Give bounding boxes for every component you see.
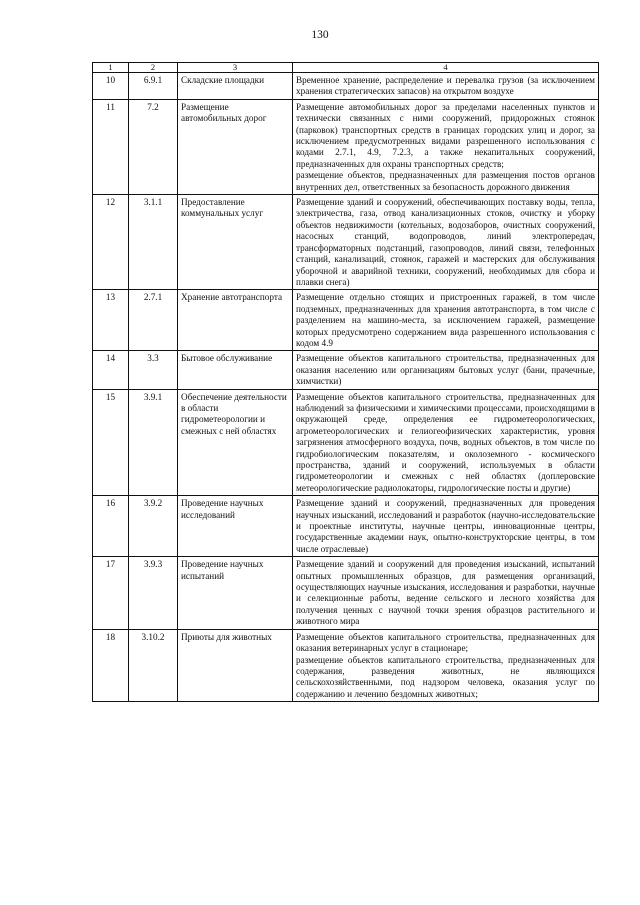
land-use-table — [92, 62, 599, 702]
row-number-cell: 10 — [93, 73, 129, 100]
use-code-cell: 2.7.1 — [129, 290, 178, 351]
use-description-cell — [293, 73, 599, 100]
use-code-cell: 3.3 — [129, 351, 178, 389]
column-header: 3 — [178, 63, 293, 73]
use-name-cell: Хранение автотранспорта — [178, 290, 293, 351]
table-row — [93, 290, 599, 351]
use-description-cell — [293, 195, 599, 290]
description-paragraph: Размещение зданий и сооружений для проведения изысканий, испытаний опытных промышленных образцов, для размещения организаций, осуществляющих научные изыскания, исследования и разработки, научные и селекционные работы, ведение сельского и лесного хозяйства для получения ценных с научной точки зрения образцов растительного и животного мира — [296, 559, 595, 627]
description-paragraph: Размещение объектов капитального строительства, предназначенных для оказания ветеринарных услуг в стационаре; — [296, 631, 595, 654]
description-paragraph: Размещение отдельно стоящих и пристроенных гаражей, в том числе подземных, предназначенных для хранения автотранспорта, в том числе с разделением на машино-места, за исключением гаражей, размещение которых предусмотрено содержанием вида разрешенного использования с кодом 4.9 — [296, 292, 595, 348]
table-row — [93, 557, 599, 629]
table-body — [93, 73, 599, 702]
use-description-cell — [293, 351, 599, 389]
use-description-cell — [293, 557, 599, 629]
use-description-cell — [293, 389, 599, 496]
use-code-cell: 7.2 — [129, 99, 178, 194]
use-name-cell: Складские площадки — [178, 73, 293, 100]
use-code-cell: 3.9.3 — [129, 557, 178, 629]
table-row — [93, 629, 599, 701]
row-number-cell: 16 — [93, 496, 129, 557]
description-paragraph: Размещение зданий и сооружений, предназначенных для проведения научных изысканий, исследований и разработок (научно-исследовательские и проектные институты, научные центры, инновационные центры, государственные академии наук, опытно-конструкторские центры, в том числе отраслевые) — [296, 498, 595, 554]
table-header-row — [93, 63, 599, 73]
use-description-cell — [293, 629, 599, 701]
column-header: 2 — [129, 63, 178, 73]
use-description-cell — [293, 99, 599, 194]
row-number-cell: 13 — [93, 290, 129, 351]
table-row — [93, 496, 599, 557]
description-paragraph: размещение объектов, предназначенных для размещения постов органов внутренних дел, ответственных за безопасность дорожного движения — [296, 170, 595, 192]
description-paragraph: Размещение объектов капитального строительства, предназначенных для оказания населению или организациям бытовых услуг (бани, прачечные, химчистки) — [296, 353, 595, 387]
page-number: 130 — [311, 29, 329, 41]
description-paragraph: размещение объектов капитального строительства, предназначенных для содержания, разведения животных, не являющихся сельскохозяйственными, под надзором человека, оказания услуг по содержанию и лечению бездомных животных; — [296, 654, 595, 699]
row-number-cell: 15 — [93, 389, 129, 496]
use-name-cell: Бытовое обслуживание — [178, 351, 293, 389]
use-description-cell — [293, 290, 599, 351]
row-number-cell: 14 — [93, 351, 129, 389]
use-code-cell: 3.1.1 — [129, 195, 178, 290]
use-name-cell: Размещение автомобильных дорог — [178, 99, 293, 194]
row-number-cell: 11 — [93, 99, 129, 194]
use-name-cell: Предоставление коммунальных услуг — [178, 195, 293, 290]
column-header: 1 — [93, 63, 129, 73]
row-number-cell: 12 — [93, 195, 129, 290]
description-paragraph: Временное хранение, распределение и перевалка грузов (за исключением хранения стратегических запасов) на открытом воздухе — [296, 75, 595, 97]
description-paragraph: Размещение зданий и сооружений, обеспечивающих поставку воды, тепла, электричества, газа, отвод канализационных стоков, очистку и уборку объектов недвижимости (котельных, водозаборов, очистных сооружений, насосных станций, водопроводов, линий электропередач, трансформаторных подстанций, газопроводов, линий связи, телефонных станций, канализаций, стоянок, гаражей и мастерских для обслуживания уборочной и аварийной техники, сооружений, необходимых для сбора и плавки снега) — [296, 197, 595, 287]
table-row — [93, 351, 599, 389]
use-name-cell: Приюты для животных — [178, 629, 293, 701]
description-paragraph: Размещение автомобильных дорог за пределами населенных пунктов и технически связанных с ними сооружений, придорожных стоянок (парковок) транспортных средств в границах городских улиц и дорог, за исключением предусмотренных видами разрешенного использования с кодами 2.7.1, 4.9, 7.2.3, а также некапитальных сооружений, предназначенных для охраны транспортных средств; — [296, 101, 595, 169]
column-header: 4 — [293, 63, 599, 73]
table-row — [93, 99, 599, 194]
table-row — [93, 389, 599, 496]
row-number-cell: 17 — [93, 557, 129, 629]
use-description-cell — [293, 496, 599, 557]
use-code-cell: 3.9.1 — [129, 389, 178, 496]
description-paragraph: Размещение объектов капитального строительства, предназначенных для наблюдений за физическими и химическими процессами, происходящими в окружающей среде, определения ее гидрометеорологических, агрометеорологических и гелиогеофизических характеристик, уровня загрязнения атмосферного воздуха, почв, водных объектов, в том числе по гидробиологическим показателям, и околоземного - космического пространства, зданий и сооружений, используемых в области гидрометеорологии и смежных с ней областях (доплеровские метеорологические радиолокаторы, гидрологические посты и другие) — [296, 391, 595, 493]
use-name-cell: Проведение научных исследований — [178, 496, 293, 557]
use-name-cell: Обеспечение деятельности в области гидрометеорологии и смежных с ней областях — [178, 389, 293, 496]
use-code-cell: 3.10.2 — [129, 629, 178, 701]
table-row — [93, 195, 599, 290]
use-code-cell: 3.9.2 — [129, 496, 178, 557]
use-name-cell: Проведение научных испытаний — [178, 557, 293, 629]
row-number-cell: 18 — [93, 629, 129, 701]
table-row — [93, 73, 599, 100]
use-code-cell: 6.9.1 — [129, 73, 178, 100]
